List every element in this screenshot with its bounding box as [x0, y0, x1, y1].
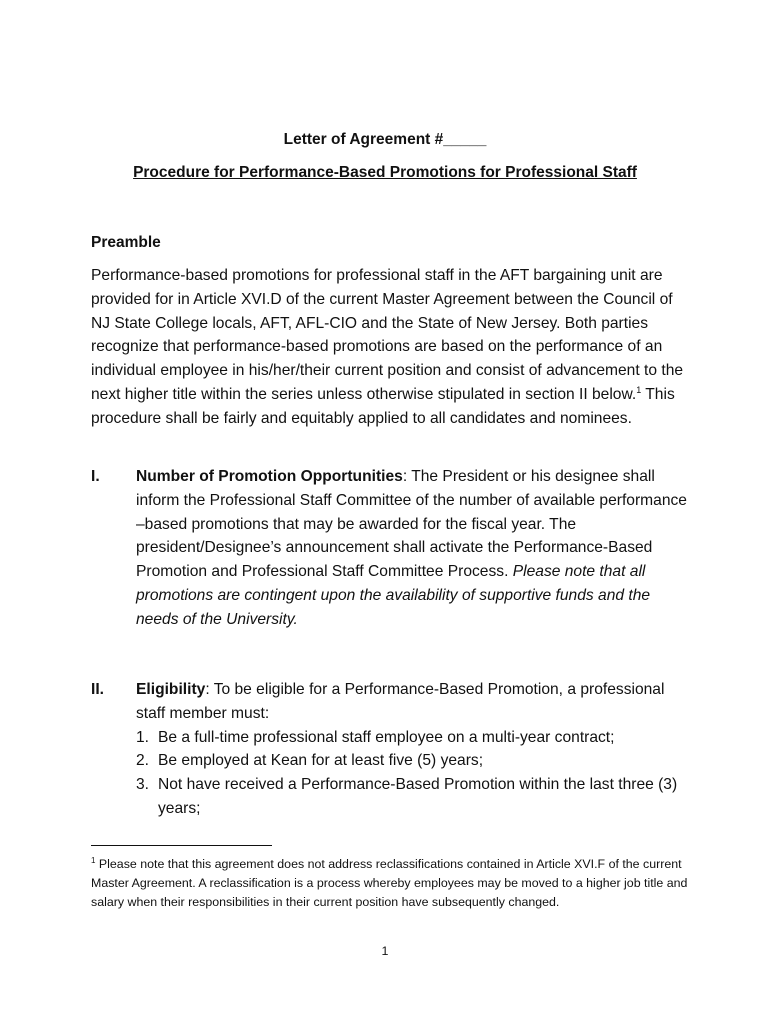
section-label: Number of Promotion Opportunities: [136, 468, 403, 485]
section-eligibility: [91, 678, 691, 821]
section-intro: [136, 678, 691, 726]
section-number: I.: [91, 468, 100, 485]
preamble-text-continued: This procedure shall be fairly and equitably applied to all candidates and nominees.: [91, 385, 675, 427]
document-subtitle: Procedure for Performance-Based Promotions for Professional Staff: [133, 164, 637, 181]
page-number: 1: [381, 944, 389, 958]
list-item-text: Not have received a Performance-Based Promotion within the last three (3) years;: [158, 776, 678, 817]
section-separator: :: [205, 681, 210, 698]
footnote: [91, 855, 697, 912]
preamble-text: Performance-based promotions for professional staff in the AFT bargaining unit are provided for in Article XVI.D of the current Master Agreement between the Council of NJ State College locals, AFT, AFL-CIO and the State of New Jersey. Both parties recognize that performance-based promotions are based on the performance of an individual employee in his/her/their current position and consist of advancement to the next higher title within the series unless otherwise stipulated in section II below.: [91, 267, 684, 403]
footnote-marker: 1: [91, 855, 96, 865]
footnote-text: Please note that this agreement does not address reclassifications contained in Article XVI.F of the current Master Agreement. A reclassification is a process whereby employees may be moved to a higher job title and salary when their responsibilities in their current position have subsequently changed.: [91, 857, 688, 909]
list-item-text: Be employed at Kean for at least five (5) years;: [158, 752, 484, 770]
preamble-paragraph: [91, 264, 691, 431]
eligibility-criteria-list: [136, 726, 691, 821]
list-item: [136, 749, 691, 773]
section-label: Eligibility: [136, 681, 206, 698]
document-title: Letter of Agreement #_____: [283, 131, 487, 148]
section-promotion-opportunities: [91, 465, 691, 632]
section-note: Please note that all promotions are contingent upon the availability of supportive funds and the needs of the University.: [136, 563, 651, 628]
list-item-marker: 1.: [136, 728, 150, 746]
list-item: [136, 773, 691, 821]
list-item-marker: 3.: [136, 776, 150, 794]
footnote-reference: 1: [636, 384, 642, 395]
list-item-text: Be a full-time professional staff employee on a multi-year contract;: [158, 728, 615, 746]
list-item: [136, 726, 691, 750]
section-separator: :: [402, 468, 408, 485]
footnote-separator: [91, 845, 272, 846]
preamble-heading: Preamble: [91, 234, 161, 251]
section-text: To be eligible for a Performance-Based Promotion, a professional staff member must:: [136, 681, 665, 722]
section-body: [136, 678, 691, 821]
section-body: [136, 465, 691, 632]
section-number: II.: [91, 681, 104, 698]
section-text: The President or his designee shall inform the Professional Staff Committee of the number of available performance –based promotions that may be awarded for the fiscal year. The president/Designee’s announcement shall activate the Performance-Based Promotion and Professional Staff Committee Process.: [136, 468, 687, 581]
list-item-marker: 2.: [136, 752, 150, 770]
